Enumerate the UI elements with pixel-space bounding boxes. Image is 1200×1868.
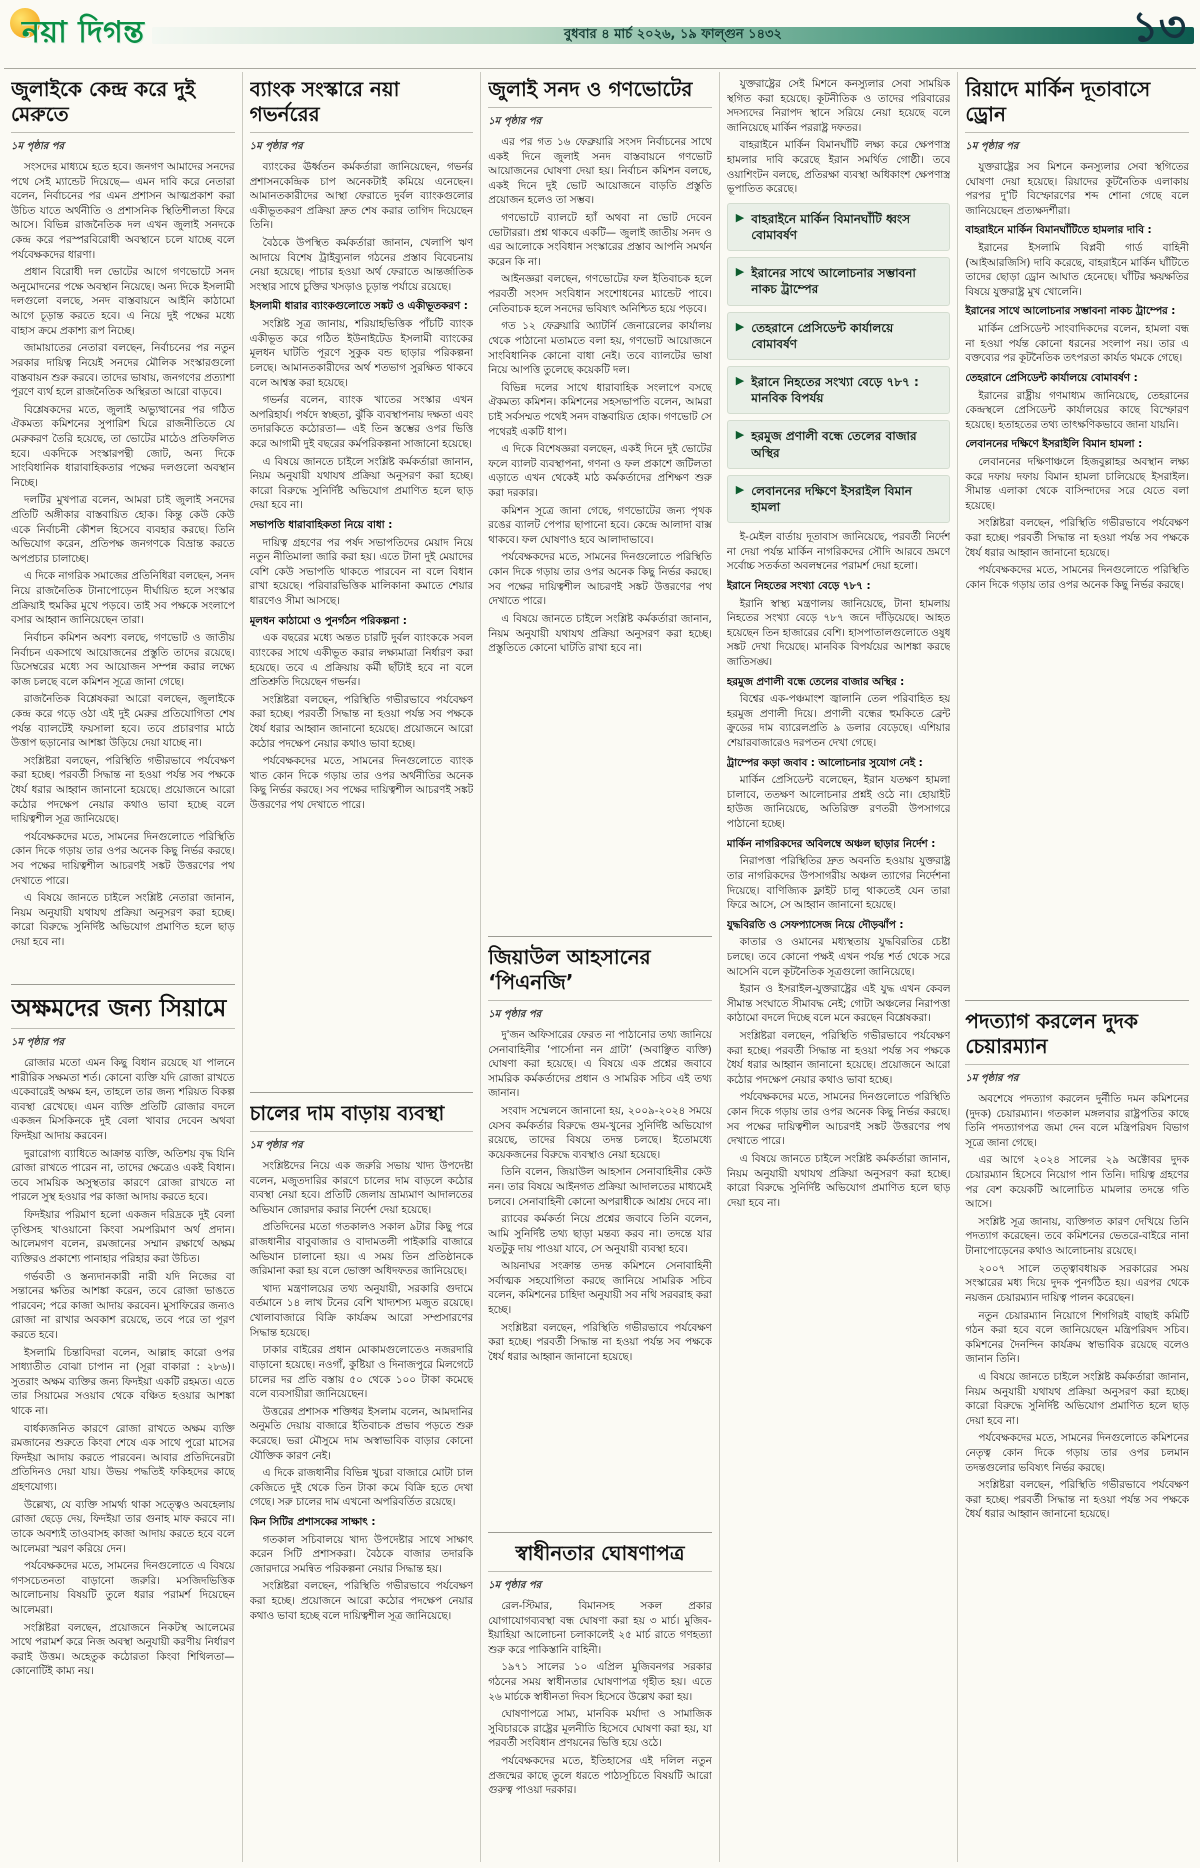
article-headline: অক্ষমদের জন্য সিয়ামে [11,993,235,1029]
article-subhead: হরমুজ প্রণালী বন্ধে তেলের বাজার অস্থির : [726,675,905,688]
article-headline: ব্যাংক সংস্কারে নয়া গভর্নরের [250,77,474,133]
article-paragraph: জামায়াতের নেতারা বলছেন, নির্বাচনের পর নতুন সরকার দায়িত্ব নিয়েই সনদের মৌলিক সংস্কারগুলো বাস্তবায়ন শুরু করবে। তাদের ভাষায়, জনগণের প্রত্যাশা পূরণে ব্যর্থ হলে রাজনৈতিক অস্থিরতা আরো বাড়বে। [11,342,235,399]
article-paragraph: গর্ভবতী ও স্তন্যদানকারী নারী যদি নিজের বা সন্তানের ক্ষতির আশঙ্কা করেন, তবে রোজা ভাঙতে পারবেন; পরে কাজা আদায় করবেন। মুসাফিরের জন্যও রোজা না রাখার অবকাশ রয়েছে, তবে পরে তা পূরণ করতে হবে। [11,1270,235,1341]
article-subhead: বাহরাইনে মার্কিন বিমানঘাঁটিতে হামলার দাবি : [965,224,1152,237]
article-headline: রিয়াদে মার্কিন দূতাবাসে ড্রোন [965,77,1189,133]
paper-name: নয়া দিগন্ত [22,14,145,50]
article-paragraph: কাতার ও ওমানের মধ্যস্থতায় যুদ্ধবিরতির চেষ্টা চলছে। তবে কোনো পক্ষই এখন পর্যন্ত শর্ত থেকে সরে আসেনি বলে কূটনৈতিক সূত্রগুলো জানিয়েছে। [726,936,951,978]
article-paragraph: বৈঠকে উপস্থিত কর্মকর্তারা জানান, খেলাপি ঋণ আদায়ে বিশেষ ট্রাইব্যুনাল গঠনের প্রস্তাব বিবেচনায় নেয়া হয়েছে। পাচার হওয়া অর্থ ফেরাতে আন্তর্জাতিক সংস্থার সাথে চুক্তির খসড়াও চূড়ান্ত পর্যায়ে রয়েছে। [249,237,474,293]
article-paragraph: তিনি বলেন, জিয়াউল আহসান সেনাবাহিনীর কেউ নন। তার বিষয়ে আইনগত প্রক্রিয়া আদালতের মাধ্যমেই চলবে। সেনাবাহিনী কোনো অপরাধীকে আশ্রয় দেবে না। [488,1166,712,1208]
article-body [488,1028,712,1528]
highlight-item-label: হরমুজ প্রণালী বন্ধে তেলের বাজার অস্থির [751,429,917,460]
article-paragraph: পর্যবেক্ষকদের মতে, সামনের দিনগুলোতে পরিস্থিতি কোন দিকে গড়ায় তার ওপর অনেক কিছু নির্ভর করছে। [965,564,1189,591]
highlight-item [727,312,951,360]
article-subhead: তেহরানে প্রেসিডেন্ট কার্যালয়ে বোমাবর্ষণ : [965,371,1138,384]
column-3 [481,72,720,1862]
article-paragraph: ইসলামি চিন্তাবিদরা বলেন, আল্লাহ কারো ওপর সাধ্যাতীত বোঝা চাপান না (সূরা বাকারা : ২৮৬)। সুতরাং অক্ষম ব্যক্তির জন্য ফিদইয়া একটি রহমত। এতে তার সিয়ামের সওয়াব থেকে বঞ্চিত হওয়ার আশঙ্কা থাকে না। [11,1346,235,1418]
header-gradient-bar [152,27,1194,44]
article-paragraph: রাজনৈতিক বিশ্লেষকরা আরো বলছেন, জুলাইকে কেন্দ্র করে গড়ে ওঠা এই দুই মেরুর প্রতিযোগিতা শেষ পর্যন্ত ব্যালটেই ফয়সালা হবে। তবে প্রচারণার মাঠে উত্তাপ ছড়ানোর আশঙ্কা উড়িয়ে দেয়া যাচ্ছে না। [11,693,235,750]
article-paragraph: লেবাননের দক্ষিণাঞ্চলে হিজবুল্লাহর অবস্থান লক্ষ্য করে দফায় দফায় বিমান হামলা চালিয়েছে ইসরাইল। সীমান্ত এলাকা থেকে বাসিন্দাদের সরে যেতে বলা হয়েছে। [965,455,1189,512]
article-paragraph: ১৯৭১ সালের ১০ এপ্রিল মুজিবনগর সরকার গঠনের সময় স্বাধীনতার ঘোষণাপত্র গৃহীত হয়। এতে ২৬ মার্চকে স্বাধীনতা দিবস হিসেবে উল্লেখ করা হয়। [488,1661,712,1703]
article-subhead: মার্কিন নাগরিকদের অবিলম্বে অঞ্চল ছাড়ার নির্দেশ : [726,837,936,850]
article-paragraph: সংশ্লিষ্টদের নিয়ে এক জরুরি সভায় খাদ্য উপদেষ্টা বলেন, মজুতদারির কারণে চালের দাম বাড়লে কঠোর ব্যবস্থা নেয়া হবে। প্রতিটি জেলায় ভ্রাম্যমাণ আদালতের অভিযান জোরদার করার নির্দেশ দেয়া হয়েছে। [249,1160,474,1216]
article-paragraph: সংশ্লিষ্টরা বলছেন, পরিস্থিতি গভীরভাবে পর্যবেক্ষণ করা হচ্ছে। পরবর্তী সিদ্ধান্ত না হওয়া পর্যন্ত সব পক্ষকে ধৈর্য ধরার আহ্বান জানানো হয়েছে। [965,517,1189,559]
article-headline: চালের দাম বাড়ায় ব্যবস্থা [250,1101,474,1132]
article-subhead: ইরানের সাথে আলোচনার সম্ভাবনা নাকচ ট্রাম্পের : [965,305,1176,318]
article-paragraph: এর পর গত ১৬ ফেব্রুয়ারি সংসদ নির্বাচনের সাথে একই দিনে জুলাই সনদ বাস্তবায়নে গণভোট আয়োজনের ঘোষণা দেয়া হয়। নির্বাচন কমিশন বলছে, একই দিনে দুই ভোট আয়োজনে বাড়তি প্রস্তুতি প্রয়োজন হলেও তা সম্ভব। [488,136,712,207]
arrow-bullet-icon: ▶ [735,482,745,496]
article-paragraph: ইরানের ইসলামি বিপ্লবী গার্ড বাহিনী (আইআরজিসি) দাবি করেছে, বাহরাইনে মার্কিন ঘাঁটিতে তাদের ছোড়া ড্রোন আঘাত হেনেছে। ঘাঁটির ক্ষয়ক্ষতির বিষয়ে যুক্তরাষ্ট্র মুখ খোলেনি। [965,242,1189,298]
article-rice-price[interactable] [250,1092,474,1862]
continued-tag: ১ম পৃষ্ঠার পর [965,1073,1019,1084]
highlight-item-label: ইরানে নিহতের সংখ্যা বেড়ে ৭৮৭ : মানবিক বিপর্যয় [751,375,919,406]
continued-tag: ১ম পৃষ্ঠার পর [488,1009,542,1020]
masthead [0,0,1200,66]
article-paragraph: ইরান ও ইসরাইল-যুক্তরাষ্ট্রের এই যুদ্ধ এখন কেবল সীমান্ত সংঘাতে সীমাবদ্ধ নেই; গোটা অঞ্চলের নিরাপত্তা কাঠামো বদলে দিচ্ছে বলে মনে করছেন বিশ্লেষকরা। [726,983,951,1025]
paragraph-group-rest [727,530,951,1210]
article-body [488,135,712,932]
article-subhead: সভাপতি ধারাবাহিকতা নিয়ে বাধা : [249,519,393,532]
article-acc-chairman-resign[interactable] [965,1000,1189,1862]
article-paragraph: পর্যবেক্ষকদের মতে, সামনের দিনগুলোতে পরিস্থিতি কোন দিকে গড়ায় তার ওপর অনেক কিছু নির্ভর করছে। সব পক্ষের দায়িত্বশীল আচরণই সঙ্কট উত্তরণের পথ দেখাতে পারে। [488,551,712,608]
article-paragraph: ব্যাংকের ঊর্ধ্বতন কর্মকর্তারা জানিয়েছেন, গভর্নর প্রশাসনকেন্দ্রিক চাপ অনেকটাই কমিয়ে এনেছেন। আমানতকারীদের আস্থা ফেরাতে দুর্বল ব্যাংকগুলোর একীভূতকরণ প্রক্রিয়া দ্রুত শেষ করার তাগিদ দিয়েছেন তিনি। [249,161,474,232]
article-paragraph: এ দিকে বিশেষজ্ঞরা বলছেন, একই দিনে দুই ভোটের ফলে ব্যালট ব্যবস্থাপনা, গণনা ও ফল প্রকাশে জটিলতা এড়াতে এখন থেকেই মাঠ কর্মকর্তাদের প্রশিক্ষণ শুরু করা দরকার। [488,443,712,500]
article-paragraph: আইনজ্ঞরা বলছেন, গণভোটের ফল ইতিবাচক হলে পরবর্তী সংসদ সংবিধান সংশোধনের ম্যান্ডেট পাবে। নেতিবাচক হলে সনদের ভবিষ্যৎ অনিশ্চিত হয়ে পড়বে। [488,273,712,315]
highlight-item-label: তেহরানে প্রেসিডেন্ট কার্যালয়ে বোমাবর্ষণ [751,320,894,351]
article-paragraph: কমিশন সূত্রে জানা গেছে, গণভোটের জন্য পৃথক রঙের ব্যালট পেপার ছাপানো হবে। কেন্দ্রে আলাদা বাক্স থাকবে। ফল ঘোষণাও হবে আলাদাভাবে। [488,504,712,546]
highlight-item [727,420,951,468]
article-headline: স্বাধীনতার ঘোষণাপত্র [488,1541,712,1572]
article-paragraph: এ দিকে নাগরিক সমাজের প্রতিনিধিরা বলছেন, সনদ নিয়ে রাজনৈতিক টানাপোড়েন দীর্ঘায়িত হলে সংস্কার প্রক্রিয়াই হুমকির মুখে পড়বে। তাই সব পক্ষকে সংলাপে বসার আহ্বান জানিয়েছেন তারা। [11,570,235,627]
article-paragraph: ঢাকার বাইরের প্রধান মোকামগুলোতেও নজরদারি বাড়ানো হয়েছে। নওগাঁ, কুষ্টিয়া ও দিনাজপুরে মিলগেটে চালের দর প্রতি বস্তায় ৫০ থেকে ১০০ টাকা কমেছে বলে ব্যবসায়ীরা জানিয়েছেন। [249,1344,474,1401]
column-4 [720,72,959,1862]
article-body [11,160,235,980]
article-paragraph: সংসদের মাধ্যমে হতে হবে। জনগণ আমাদের সনদের পথে সেই ম্যান্ডেট দিয়েছে— এমন দাবি করে নেতারা বলেন, নির্বাচনের পর এমন প্রশাসন আত্মপ্রকাশ করা উচিত যাতে অর্থনীতি ও প্রশাসনিক স্থিতিশীলতা ফিরে আসে। বিভিন্ন রাজনৈতিক দল এখন জুলাই সনদকে কেন্দ্র করে পরস্পরবিরোধী অবস্থানে চলে যাচ্ছে বলে পর্যবেক্ষকদের ধারণা। [11,161,235,261]
article-paragraph: গতকাল সচিবালয়ে খাদ্য উপদেষ্টার সাথে সাক্ষাৎ করেন সিটি প্রশাসকরা। বৈঠকে বাজার তদারকি জোরদারে সমন্বিত পরিকল্পনা নেয়ার সিদ্ধান্ত হয়। [249,1533,474,1575]
continued-tag: ১ম পৃষ্ঠার পর [488,116,542,127]
highlight-item-label: বাহরাইনে মার্কিন বিমানঘাঁটি ধ্বংস বোমাবর্ষণ [751,211,911,243]
article-paragraph: মার্কিন প্রেসিডেন্ট সাংবাদিকদের বলেন, হামলা বন্ধ না হওয়া পর্যন্ত কোনো ধরনের সংলাপ নয়। তার এ বক্তব্যের পর কূটনৈতিক তৎপরতা কার্যত থমকে গেছে। [965,323,1189,365]
article-body [727,77,951,1862]
article-paragraph: পর্যবেক্ষকদের মতে, ইতিহাসের এই দলিল নতুন প্রজন্মের কাছে তুলে ধরতে পাঠ্যসূচিতে বিষয়টি আরো গুরুত্ব পাওয়া দরকার। [488,1755,712,1797]
columns [4,72,1196,1862]
article-bank-reform[interactable] [250,74,474,1088]
article-paragraph: নিরাপত্তা পরিস্থিতির দ্রুত অবনতি হওয়ায় যুক্তরাষ্ট্র তার নাগরিকদের উপসাগরীয় অঞ্চল ত্যাগের নির্দেশনা দিয়েছে। বাণিজ্যিক ফ্লাইট চালু থাকতেই যেন তারা ফিরে আসে, সে আহ্বান জানানো হয়েছে। [726,855,951,912]
highlight-item [727,475,951,523]
article-paragraph: খাদ্য মন্ত্রণালয়ের তথ্য অনুযায়ী, সরকারি গুদামে বর্তমানে ১৪ লাখ টনের বেশি খাদ্যশস্য মজুত রয়েছে। খোলাবাজারে বিক্রি কার্যক্রম আরো সম্প্রসারণের সিদ্ধান্ত হয়েছে। [249,1282,474,1339]
article-paragraph: ঘোষণাপত্রে সাম্য, মানবিক মর্যাদা ও সামাজিক সুবিচারকে রাষ্ট্রের মূলনীতি হিসেবে ঘোষণা করা হয়, যা পরবর্তী সংবিধান প্রণয়নের ভিত্তি হয়ে ওঠে। [488,1708,712,1750]
article-paragraph: রোজার মতো এমন কিছু বিধান রয়েছে যা পালনে শারীরিক সক্ষমতা শর্ত। কোনো ব্যক্তি যদি রোজা রাখতে একেবারেই অক্ষম হন, তাহলে তার জন্য শরিয়ত বিকল্প ব্যবস্থা রেখেছে। এমন ব্যক্তি প্রতিটি রোজার বদলে একজন মিসকিনকে দুই বেলা খাবার দেবেন অথবা ফিদইয়া আদায় করবেন। [11,1057,235,1143]
article-headline: জিয়াউল আহসানের ‘পিএনজি’ [488,945,712,1001]
header-divider [4,68,1196,69]
article-subhead: ইরানে নিহতের সংখ্যা বেড়ে ৭৮৭ : [726,579,871,592]
article-paragraph: ফিদইয়ার পরিমাণ হলো একজন দরিদ্রকে দুই বেলা তৃপ্তিসহ খাওয়ানো কিংবা সমপরিমাণ অর্থ প্রদান। আলেমগণ বলেন, রমজানের সম্মান রক্ষার্থে অক্ষম ব্যক্তিরও প্রকাশ্যে পানাহার পরিহার করা উচিত। [11,1209,235,1265]
article-paragraph: উত্তরের প্রশাসক শক্তিধর ইসলাম বলেন, আমদানির অনুমতি দেয়ায় বাজারে ইতিবাচক প্রভাব পড়তে শুরু করেছে। ভরা মৌসুমে দাম অস্বাভাবিক বাড়ার কোনো যৌক্তিক কারণ নেই। [249,1405,474,1462]
column-1 [4,72,243,1862]
article-paragraph: পর্যবেক্ষকদের মতে, সামনের দিনগুলোতে এ বিষয়ে গণসচেতনতা বাড়ানো জরুরি। মসজিদভিত্তিক আলোচনায় বিষয়টি তুলে ধরার পরামর্শ দিয়েছেন আলেমরা। [11,1560,235,1616]
page-number: ১৩ [1131,2,1186,51]
article-riyadh-drone-continued[interactable] [727,74,951,1862]
article-paragraph: বিশ্লেষকদের মতে, জুলাই অভ্যুত্থানের পর গঠিত ঐকমত্য কমিশনের সুপারিশ ঘিরে রাজনীতিতে যে মেরুকরণ তৈরি হয়েছে, তা ভোটের মাঠেও প্রতিফলিত হবে। একদিকে সংস্কারপন্থী জোট, অন্য দিকে সাংবিধানিক ধারাবাহিকতার পক্ষের দলগুলো অবস্থান নিচ্ছে। [11,403,235,489]
article-paragraph: দু'জন অফিসারের ফেরত না পাঠানোর তথ্য জানিয়ে সেনাবাহিনীর ‘পার্সোনা নন গ্রাটা’ (অবাঞ্ছিত ব্যক্তি) ঘোষণা করা হয়েছে। এ বিষয়ে এক প্রশ্নের জবাবে সামরিক কর্মকর্তাদের প্রধান ও সামরিক সচিব এই তথ্য জানান। [488,1029,712,1100]
article-paragraph: সংশ্লিষ্টরা বলছেন, পরিস্থিতি গভীরভাবে পর্যবেক্ষণ করা হচ্ছে। পরবর্তী সিদ্ধান্ত না হওয়া পর্যন্ত সব পক্ষকে ধৈর্য ধরার আহ্বান জানানো হয়েছে। প্রয়োজনে আরো কঠোর পদক্ষেপ নেয়ার কথাও ভাবা হচ্ছে। [249,693,474,750]
article-body [965,160,1189,996]
article-paragraph: সংবাদ সম্মেলনে জানানো হয়, ২০০৯-২০২৪ সময়ে যেসব কর্মকর্তার বিরুদ্ধে গুম-খুনের সুনির্দিষ্ট অভিযোগ রয়েছে, তাদের বিষয়ে তদন্ত চলছে। ইতোমধ্যে কয়েকজনের বিরুদ্ধে ব্যবস্থাও নেয়া হয়েছে। [488,1105,712,1161]
paper-logo[interactable] [10,6,144,60]
article-subhead: মূলধন কাঠামো ও পুনর্গঠন পরিকল্পনা : [249,614,407,627]
article-paragraph: রেল-স্টিমার, বিমানসহ সকল প্রকার যোগাযোগব্যবস্থা বন্ধ ঘোষণা করা হয় ৩ মার্চ। মুজিব-ইয়াহিয়া আলোচনা চলাকালেই ২৫ মার্চ রাতে গণহত্যা শুরু করে পাকিস্তানি বাহিনী। [488,1600,712,1656]
continued-tag: ১ম পৃষ্ঠার পর [11,141,64,152]
article-paragraph: এ বিষয়ে জানতে চাইলে সংশ্লিষ্ট কর্মকর্তারা জানান, নিয়ম অনুযায়ী যথাযথ প্রক্রিয়া অনুসরণ করা হচ্ছে। কারো বিরুদ্ধে সুনির্দিষ্ট অভিযোগ প্রমাণিত হলে ছাড় দেয়া হবে না। [249,455,474,512]
highlight-item-label: লেবাননের দক্ষিণে ইসরাইল বিমান হামলা [751,483,912,514]
continued-tag: ১ম পৃষ্ঠার পর [11,1037,64,1048]
article-paragraph: এ বিষয়ে জানতে চাইলে সংশ্লিষ্ট কর্মকর্তারা জানান, নিয়ম অনুযায়ী যথাযথ প্রক্রিয়া অনুসরণ করা হচ্ছে। প্রস্তুতিতে কোনো ঘাটতি রাখা হবে না। [488,612,712,655]
article-paragraph: দলটির মুখপাত্র বলেন, আমরা চাই জুলাই সনদের প্রতিটি অঙ্গীকার বাস্তবায়িত হোক। কিন্তু কেউ কেউ একে নির্বাচনী কৌশল হিসেবে ব্যবহার করছে। তিনি অভিযোগ করেন, প্রতিপক্ষ জনগণকে বিভ্রান্ত করতে অপপ্রচার চালাচ্ছে। [11,494,235,565]
article-paragraph: যুক্তরাষ্ট্রের সেই মিশনে কনস্যুলার সেবা সাময়িক স্থগিত করা হয়েছে। কূটনীতিক ও তাদের পরিবারের সদস্যদের নিরাপদ স্থানে সরিয়ে নেয়া হয়েছে বলে জানিয়েছে মার্কিন পররাষ্ট্র দফতর। [726,78,951,134]
continued-tag: ১ম পৃষ্ঠার পর [488,1580,542,1591]
continued-tag: ১ম পৃষ্ঠার পর [249,1140,303,1151]
article-paragraph: ই-মেইল বার্তায় দূতাবাস জানিয়েছে, পরবর্তী নির্দেশ না দেয়া পর্যন্ত মার্কিন নাগরিকদের সৌদি আরবে ভ্রমণে সর্বোচ্চ সতর্কতা অবলম্বনের পরামর্শ দেয়া হলো। [726,531,951,573]
article-paragraph: মার্কিন প্রেসিডেন্ট বলেছেন, ইরান যতক্ষণ হামলা চালাবে, ততক্ষণ আলোচনার প্রশ্নই ওঠে না। হোয়াইট হাউজ জানিয়েছে, অতিরিক্ত রণতরী উপসাগরে পাঠানো হচ্ছে। [726,774,951,831]
paragraph-group-intro [727,77,951,197]
article-paragraph: এ বিষয়ে জানতে চাইলে সংশ্লিষ্ট নেতারা জানান, নিয়ম অনুযায়ী যথাযথ প্রক্রিয়া অনুসরণ করা হচ্ছে। কারো বিরুদ্ধে সুনির্দিষ্ট অভিযোগ প্রমাণিত হলে ছাড় দেয়া হবে না। [11,892,235,949]
article-paragraph: এক বছরের মধ্যে অন্তত চারটি দুর্বল ব্যাংককে সবল ব্যাংকের সাথে একীভূত করার লক্ষ্যমাত্রা নির্ধারণ করা হয়েছে। তবে এ প্রক্রিয়ায় কর্মী ছাঁটাই হবে না বলে প্রতিশ্রুতি দিয়েছেন গভর্নর। [249,632,474,689]
article-subhead: যুদ্ধবিরতি ও সেফপ্যাসেজ নিয়ে দৌড়ঝাঁপ : [726,918,904,931]
article-headline: জুলাইকে কেন্দ্র করে দুই মেরুতে [11,77,235,133]
continued-tag: ১ম পৃষ্ঠার পর [965,141,1019,152]
article-paragraph: ২০০৭ সালে তত্ত্বাবধায়ক সরকারের সময় সংস্কারের মধ্য দিয়ে দুদক পুনর্গঠিত হয়। এরপর থেকে নয়জন চেয়ারম্যান দায়িত্ব পালন করেছেন। [965,1262,1189,1304]
article-paragraph: যুক্তরাষ্ট্রের সব মিশনে কনস্যুলার সেবা স্থগিতের ঘোষণা দেয়া হয়েছে। রিয়াদের কূটনৈতিক এলাকায় পরপর দু'টি বিস্ফোরণের শব্দ শোনা গেছে বলে জানিয়েছেন প্রত্যক্ষদর্শীরা। [965,161,1189,217]
article-paragraph: সংশ্লিষ্ট সূত্র জানায়, ব্যক্তিগত কারণ দেখিয়ে তিনি পদত্যাগ করেছেন। তবে কমিশনের ভেতরে-বাইরে নানা টানাপোড়েনের কথাও আলোচনায় রয়েছে। [965,1215,1189,1258]
article-paragraph: সংশ্লিষ্টরা বলছেন, পরিস্থিতি গভীরভাবে পর্যবেক্ষণ করা হচ্ছে। পরবর্তী সিদ্ধান্ত না হওয়া পর্যন্ত সব পক্ষকে ধৈর্য ধরার আহ্বান জানানো হয়েছে। [965,1479,1189,1521]
article-paragraph: উল্লেখ্য, যে ব্যক্তি সামর্থ্য থাকা সত্ত্বেও অবহেলায় রোজা ছেড়ে দেয়, ফিদইয়া তার গুনাহ মাফ করবে না। তাকে অবশ্যই তাওবাসহ কাজা আদায় করতে হবে বলে আলেমরা স্মরণ করিয়ে দেন। [11,1498,235,1555]
article-paragraph: নির্বাচন কমিশন অবশ্য বলছে, গণভোট ও জাতীয় নির্বাচন একসাথে আয়োজনের প্রস্তুতি তাদের রয়েছে। ডিসেম্বরের মধ্যে সব আয়োজন সম্পন্ন করার লক্ষ্যে কাজ চলছে বলে কমিশন সূত্রে জানা গেছে। [11,631,235,688]
article-paragraph: সংশ্লিষ্টরা বলছেন, পরিস্থিতি গভীরভাবে পর্যবেক্ষণ করা হচ্ছে। পরবর্তী সিদ্ধান্ত না হওয়া পর্যন্ত সব পক্ষকে ধৈর্য ধরার আহ্বান জানানো হয়েছে। [488,1321,712,1363]
article-paragraph: দুরারোগ্য ব্যাধিতে আক্রান্ত ব্যক্তি, অতিশয় বৃদ্ধ যিনি রোজা রাখতে পারেন না, তাদের ক্ষেত্রেও একই বিধান। তবে সাময়িক অসুস্থতার কারণে রোজা রাখতে না পারলে সুস্থ হওয়ার পর কাজা আদায় করতে হবে। [11,1147,235,1204]
article-siyam-exemption[interactable] [11,984,235,1862]
arrow-bullet-icon: ▶ [735,319,745,333]
article-subhead: কিন সিটির প্রশাসকের সাক্ষাৎ : [249,1516,376,1529]
article-paragraph: নতুন চেয়ারম্যান নিয়োগে শিগগিরই বাছাই কমিটি গঠন করা হবে বলে জানিয়েছেন মন্ত্রিপরিষদ সচিব। কমিশনের দৈনন্দিন কার্যক্রম স্বাভাবিক রয়েছে বলেও জানান তিনি। [965,1309,1189,1366]
article-paragraph: প্রধান বিরোধী দল ভোটের আগে গণভোটে সনদ অনুমোদনের পক্ষে অবস্থান নিয়েছে। অন্য দিকে ইসলামী দলগুলো বলছে, সনদ বাস্তবায়নে আইনি কাঠামো আগে চূড়ান্ত করতে হবে। এ নিয়ে দুই পক্ষের মধ্যে বাহাস ক্রমে প্রকাশ্য রূপ নিচ্ছে। [11,266,235,337]
article-paragraph: র‍্যাবের কর্মকর্তা নিয়ে প্রশ্নের জবাবে তিনি বলেন, আমি সুনির্দিষ্ট তথ্য ছাড়া মন্তব্য করব না। তদন্তে যার যতটুকু দায় পাওয়া যাবে, সে অনুযায়ী ব্যবস্থা হবে। [488,1213,712,1255]
article-july-charter-referendum[interactable] [488,74,712,932]
article-july-polarization[interactable] [11,74,235,980]
article-paragraph: এর আগে ২০২৪ সালের ২৯ অক্টোবর দুদক চেয়ারম্যান হিসেবে নিয়োগ পান তিনি। দায়িত্ব গ্রহণের পর বেশ কয়েকটি আলোচিত মামলার তদন্তে গতি আসে। [965,1154,1189,1211]
article-paragraph: প্রতিদিনের মতো গতকালও সকাল ৯টার কিছু পরে রাজধানীর বাবুবাজার ও বাদামতলী পাইকারি বাজারে অভিযান চালানো হয়। এ সময় তিন প্রতিষ্ঠানকে জরিমানা করা হয় বলে ভোক্তা অধিদফতর জানিয়েছে। [249,1221,474,1278]
article-body [250,1159,474,1862]
highlight-item [727,203,951,251]
article-subhead: লেবাননের দক্ষিণে ইসরাইলি বিমান হামলা : [965,438,1143,451]
column-2 [243,72,482,1862]
article-paragraph: পর্যবেক্ষকদের মতে, সামনের দিনগুলোতে পরিস্থিতি কোন দিকে গড়ায় তার ওপর অনেক কিছু নির্ভর করছে। সব পক্ষের দায়িত্বশীল আচরণই সঙ্কট উত্তরণের পথ দেখাতে পারে। [11,830,235,887]
continued-tag: ১ম পৃষ্ঠার পর [249,141,303,152]
article-paragraph: বাহরাইনে মার্কিন বিমানঘাঁটি লক্ষ্য করে ক্ষেপণাস্ত্র হামলার দাবি করেছে ইরান সমর্থিত গোষ্ঠী। তবে ওয়াশিংটন বলছে, প্রতিরক্ষা ব্যবস্থা অধিকাংশ ক্ষেপণাস্ত্র ভূপাতিত করেছে। [726,139,951,196]
article-paragraph: গভর্নর বলেন, ব্যাংক খাতের সংস্কার এখন অপরিহার্য। পর্ষদে স্বচ্ছতা, ঝুঁকি ব্যবস্থাপনায় দক্ষতা এবং তদারকিতে কঠোরতা— এই তিন স্তম্ভের ওপর ভিত্তি করে আগামী দুই বছরের কর্মপরিকল্পনা সাজানো হয়েছে। [249,394,474,450]
article-body [965,1092,1189,1862]
article-paragraph: সংশ্লিষ্টরা বলছেন, পরিস্থিতি গভীরভাবে পর্যবেক্ষণ করা হচ্ছে। পরবর্তী সিদ্ধান্ত না হওয়া পর্যন্ত সব পক্ষকে ধৈর্য ধরার আহ্বান জানানো হয়েছে। প্রয়োজনে আরো কঠোর পদক্ষেপ নেয়ার কথাও ভাবা হচ্ছে। [726,1030,951,1086]
article-paragraph: পর্যবেক্ষকদের মতে, সামনের দিনগুলোতে পরিস্থিতি কোন দিকে গড়ায় তার ওপর অনেক কিছু নির্ভর করছে। সব পক্ষের দায়িত্বশীল আচরণই সঙ্কট উত্তরণের পথ দেখাতে পারে। [726,1091,951,1148]
highlight-list [727,203,951,523]
article-paragraph: এ বিষয়ে জানতে চাইলে সংশ্লিষ্ট কর্মকর্তারা জানান, নিয়ম অনুযায়ী যথাযথ প্রক্রিয়া অনুসরণ করা হচ্ছে। কারো বিরুদ্ধে সুনির্দিষ্ট অভিযোগ প্রমাণিত হলে ছাড় দেয়া হবে না। [965,1370,1189,1427]
article-paragraph: বিশ্বের এক-পঞ্চমাংশ জ্বালানি তেল পরিবাহিত হয় হরমুজ প্রণালী দিয়ে। প্রণালী বন্ধের হুমকিতে ব্রেন্ট ক্রুডের দাম ব্যারেলপ্রতি ৯ ডলার বেড়েছে। এশিয়ার শেয়ারবাজারেও দরপতন দেখা গেছে। [726,693,951,750]
article-paragraph: বিভিন্ন দলের সাথে ধারাবাহিক সংলাপে বসছে ঐকমত্য কমিশন। কমিশনের সহসভাপতি বলেন, আমরা চাই সর্বসম্মত পথেই সনদ বাস্তবায়িত হোক। গণভোট সে পথেরই একটি ধাপ। [488,381,712,438]
article-body [250,160,474,1088]
column-5 [958,72,1196,1862]
article-riyadh-drone[interactable] [965,74,1189,996]
highlight-item [727,257,951,305]
article-paragraph: অবশেষে পদত্যাগ করলেন দুর্নীতি দমন কমিশনের (দুদক) চেয়ারম্যান। গতকাল মঙ্গলবার রাষ্ট্রপতির কাছে তিনি পদত্যাগপত্র জমা দেন বলে মন্ত্রিপরিষদ বিভাগ সূত্রে জানা গেছে। [965,1093,1189,1149]
article-ziaul-png[interactable] [488,936,712,1528]
article-paragraph: এ দিকে রাজধানীর বিভিন্ন খুচরা বাজারে মোটা চাল কেজিতে দুই থেকে তিন টাকা কমে বিক্রি হতে দেখা গেছে। সরু চালের দাম এখনো অপরিবর্তিত রয়েছে। [249,1467,474,1509]
article-body [488,1599,712,1862]
article-paragraph: পর্যবেক্ষকদের মতে, সামনের দিনগুলোতে ব্যাংক খাত কোন দিকে গড়ায় তার ওপর অর্থনীতির অনেক কিছু নির্ভর করছে। সব পক্ষের দায়িত্বশীল আচরণই সঙ্কট উত্তরণের পথ দেখাতে পারে। [249,755,474,811]
article-subhead: ট্রাম্পের কড়া জবাব : আলোচনার সুযোগ নেই : [726,756,923,769]
highlight-item [727,366,951,414]
article-paragraph: সংশ্লিষ্ট সূত্র জানায়, শরিয়াহভিত্তিক পাঁচটি ব্যাংক একীভূত করে গঠিত ইউনাইটেড ইসলামী ব্যাংকের মূলধন ঘাটতি পূরণে সুকুক বন্ড ছাড়ার পরিকল্পনা চলছে। আমানতকারীদের অর্থ শতভাগ সুরক্ষিত থাকবে বলে আশ্বস্ত করা হয়েছে। [249,318,474,389]
date-line: বুধবার ৪ মার্চ ২০২৬, ১৯ ফাল্গুন ১৪৩২ [564,27,782,42]
arrow-bullet-icon: ▶ [735,210,745,224]
article-paragraph: গণভোটে ব্যালটে হ্যাঁ অথবা না ভোট দেবেন ভোটাররা। প্রশ্ন থাকবে একটি— জুলাই জাতীয় সনদ ও এর আলোকে সংবিধান সংস্কারের প্রস্তাব আপনি সমর্থন করেন কি না। [488,212,712,268]
article-paragraph: পর্যবেক্ষকদের মতে, সামনের দিনগুলোতে কমিশনের নেতৃত্ব কোন দিকে গড়ায় তার ওপর চলমান তদন্তগুলোর ভবিষ্যৎ নির্ভর করছে। [965,1432,1189,1474]
article-headline: জুলাই সনদ ও গণভোটের [488,77,712,108]
highlight-item-label: ইরানের সাথে আলোচনার সম্ভাবনা নাকচ ট্রাম্পের [751,266,916,297]
article-paragraph: আয়নাঘর সংক্রান্ত তদন্ত কমিশনে সেনাবাহিনী সর্বাত্মক সহযোগিতা করছে জানিয়ে সামরিক সচিব বলেন, কমিশনের চাহিদা অনুযায়ী সব নথি সরবরাহ করা হচ্ছে। [488,1260,712,1316]
article-paragraph: দায়িত্ব গ্রহণের পর পর্ষদ সভাপতিদের মেয়াদ নিয়ে নতুন নীতিমালা জারি করা হয়। এতে টানা দুই মেয়াদের বেশি কেউ সভাপতি থাকতে পারবেন না বলে বিধান রাখা হয়েছে। পরিবারভিত্তিক মালিকানা কমাতে শেয়ার ধারণেও সীমা আসছে। [249,536,474,608]
article-paragraph: ইরানি স্বাস্থ্য মন্ত্রণালয় জানিয়েছে, টানা হামলায় নিহতের সংখ্যা বেড়ে ৭৮৭ জনে দাঁড়িয়েছে। আহত হয়েছেন তিন হাজারের বেশি। হাসপাতালগুলোতে ওষুধ সঙ্কট দেখা দিয়েছে। মানবিক বিপর্যয়ের আশঙ্কা করছে জাতিসঙ্ঘ। [726,597,951,668]
arrow-bullet-icon: ▶ [735,428,745,442]
article-paragraph: সংশ্লিষ্টরা বলছেন, পরিস্থিতি গভীরভাবে পর্যবেক্ষণ করা হচ্ছে। প্রয়োজনে আরো কঠোর পদক্ষেপ নেয়ার কথাও ভাবা হচ্ছে বলে দায়িত্বশীল সূত্র জানিয়েছে। [249,1580,474,1622]
article-paragraph: এ বিষয়ে জানতে চাইলে সংশ্লিষ্ট কর্মকর্তারা জানান, নিয়ম অনুযায়ী যথাযথ প্রক্রিয়া অনুসরণ করা হচ্ছে। কারো বিরুদ্ধে সুনির্দিষ্ট অভিযোগ প্রমাণিত হলে ছাড় দেয়া হবে না। [726,1152,951,1209]
article-paragraph: গত ১২ ফেব্রুয়ারি অ্যাটর্নি জেনারেলের কার্যালয় থেকে পাঠানো মতামতে বলা হয়, গণভোট আয়োজনে সাংবিধানিক কোনো বাধা নেই। তবে ব্যালটের ভাষা নিয়ে আপত্তি তুলেছে কয়েকটি দল। [488,320,712,377]
article-paragraph: সংশ্লিষ্টরা বলছেন, প্রয়োজনে নিকটস্থ আলেমের সাথে পরামর্শ করে নিজ অবস্থা অনুযায়ী করণীয় নির্ধারণ করাই উত্তম। অহেতুক কঠোরতা কিংবা শিথিলতা— কোনোটিই কাম্য নয়। [11,1621,235,1678]
article-paragraph: ইরানের রাষ্ট্রীয় গণমাধ্যম জানিয়েছে, তেহরানের কেন্দ্রস্থলে প্রেসিডেন্ট কার্যালয়ের কাছে বিস্ফোরণ হয়েছে। হতাহতের তথ্য তাৎক্ষণিকভাবে জানা যায়নি। [965,389,1189,431]
article-paragraph: বার্ধক্যজনিত কারণে রোজা রাখতে অক্ষম ব্যক্তি রমজানের শুরুতে কিংবা শেষে এক সাথে পুরো মাসের ফিদইয়া আদায় করতে পারবেন। আবার প্রতিদিনেরটা প্রতিদিনও দেয়া যায়। উভয় পদ্ধতিই ফকিহদের কাছে গ্রহণযোগ্য। [11,1422,235,1494]
article-body [11,1056,235,1862]
article-paragraph: সংশ্লিষ্টরা বলছেন, পরিস্থিতি গভীরভাবে পর্যবেক্ষণ করা হচ্ছে। পরবর্তী সিদ্ধান্ত না হওয়া পর্যন্ত সব পক্ষকে ধৈর্য ধরার আহ্বান জানানো হয়েছে। প্রয়োজনে আরো কঠোর পদক্ষেপ নেয়ার কথাও ভাবা হচ্ছে বলে দায়িত্বশীল সূত্র জানিয়েছে। [11,754,235,826]
arrow-bullet-icon: ▶ [735,265,745,279]
article-independence-declaration[interactable] [488,1532,712,1862]
article-subhead: ইসলামী ধারার ব্যাংকগুলোতে সঙ্কট ও একীভূতকরণ : [249,300,468,313]
arrow-bullet-icon: ▶ [735,374,745,387]
article-headline: পদত্যাগ করলেন দুদক চেয়ারম্যান [965,1009,1189,1065]
